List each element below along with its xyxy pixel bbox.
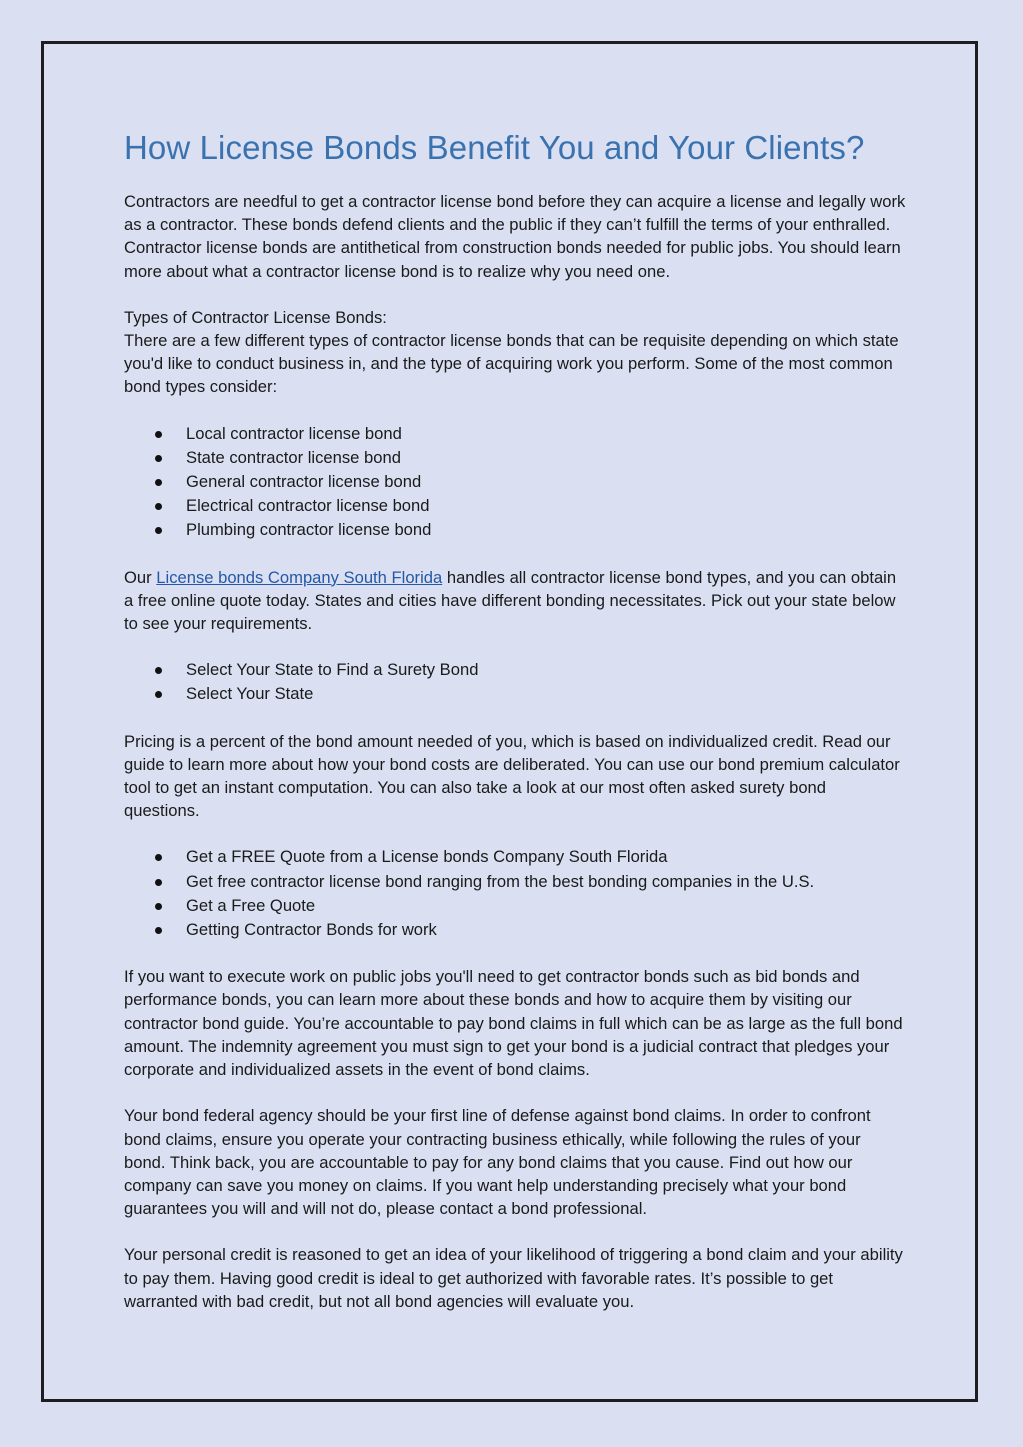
list-item: Getting Contractor Bonds for work bbox=[124, 918, 906, 942]
bullet-icon bbox=[155, 879, 162, 886]
bullet-icon bbox=[155, 927, 162, 934]
list-item: Select Your State bbox=[124, 682, 906, 706]
document-body bbox=[124, 128, 906, 1313]
types-paragraph: There are a few different types of contractor license bonds that can be requisite depending on which state you'd like to conduct business in, and the type of acquiring work you perform. Some of the most common bond types consider: bbox=[124, 331, 899, 397]
list-item: General contractor license bond bbox=[124, 470, 906, 494]
list-item: Get a FREE Quote from a License bonds Company South Florida bbox=[124, 845, 906, 869]
credit-paragraph: Your personal credit is reasoned to get an idea of your likelihood of triggering a bond claim and your ability to pay them. Having good credit is ideal to get authorized with favorable rates. It’s possible to get warranted with bad credit, but not all bond agencies will evaluate you. bbox=[124, 1245, 903, 1311]
bullet-icon bbox=[155, 667, 162, 674]
bond-types-list bbox=[124, 422, 906, 543]
intro-paragraph: Contractors are needful to get a contractor license bond before they can acquire a license and legally work as a contractor. These bonds defend clients and the public if they can’t fulfill the terms of your enthralled. Contractor license bonds are antithetical from construction bonds needed for public jobs. You should learn more about what a contractor license bond is to realize why you need one. bbox=[124, 192, 906, 281]
list-item: Get free contractor license bond ranging from the best bonding companies in the U.S. bbox=[124, 870, 906, 894]
bullet-icon bbox=[155, 527, 162, 534]
page-title: How License Bonds Benefit You and Your Clients? bbox=[124, 129, 865, 166]
list-item: Select Your State to Find a Surety Bond bbox=[124, 658, 906, 682]
bullet-icon bbox=[155, 854, 162, 861]
bullet-icon bbox=[155, 503, 162, 510]
list-item: Local contractor license bond bbox=[124, 422, 906, 446]
state-list bbox=[124, 658, 906, 706]
list-item: Electrical contractor license bond bbox=[124, 494, 906, 518]
list-item: Get a Free Quote bbox=[124, 894, 906, 918]
bullet-icon bbox=[155, 903, 162, 910]
agency-paragraph: Your bond federal agency should be your first line of defense against bond claims. In order to confront bond claims, ensure you operate your contracting business ethically, while following the rules of your bond. Think back, you are accountable to pay for any bond claims that you cause. Find out how our company can save you money on claims. If you want help understanding precisely what your bond guarantees you will and will not do, please contact a bond professional. bbox=[124, 1106, 871, 1219]
bullet-icon bbox=[155, 479, 162, 486]
company-paragraph: Our License bonds Company South Florida handles all contractor license bond types, and you can obtain a free online quote today. States and cities have different bonding necessitates. Pick out your state below to see your requirements. bbox=[124, 567, 897, 634]
company-link[interactable]: License bonds Company South Florida bbox=[156, 567, 443, 587]
public-jobs-paragraph: If you want to execute work on public jobs you'll need to get contractor bonds such as bid bonds and performance bonds, you can learn more about these bonds and how to acquire them by visiting our contractor bond guide. You’re accountable to pay bond claims in full which can be as large as the full bond amount. The indemnity agreement you must sign to get your bond is a judicial contract that pledges your corporate and individualized assets in the event of bond claims. bbox=[124, 967, 903, 1080]
list-item: Plumbing contractor license bond bbox=[124, 518, 906, 542]
bullet-icon bbox=[155, 455, 162, 462]
bullet-icon bbox=[155, 691, 162, 698]
types-heading: Types of Contractor License Bonds: bbox=[124, 307, 387, 327]
pricing-paragraph: Pricing is a percent of the bond amount needed of you, which is based on individualized credit. Read our guide to learn more about how your bond costs are deliberated. You can use our bond premium calculator tool to get an instant computation. You can also take a look at our most often asked surety bond questions. bbox=[124, 731, 900, 821]
bullet-icon bbox=[155, 431, 162, 438]
quote-list bbox=[124, 845, 906, 942]
list-item: State contractor license bond bbox=[124, 446, 906, 470]
